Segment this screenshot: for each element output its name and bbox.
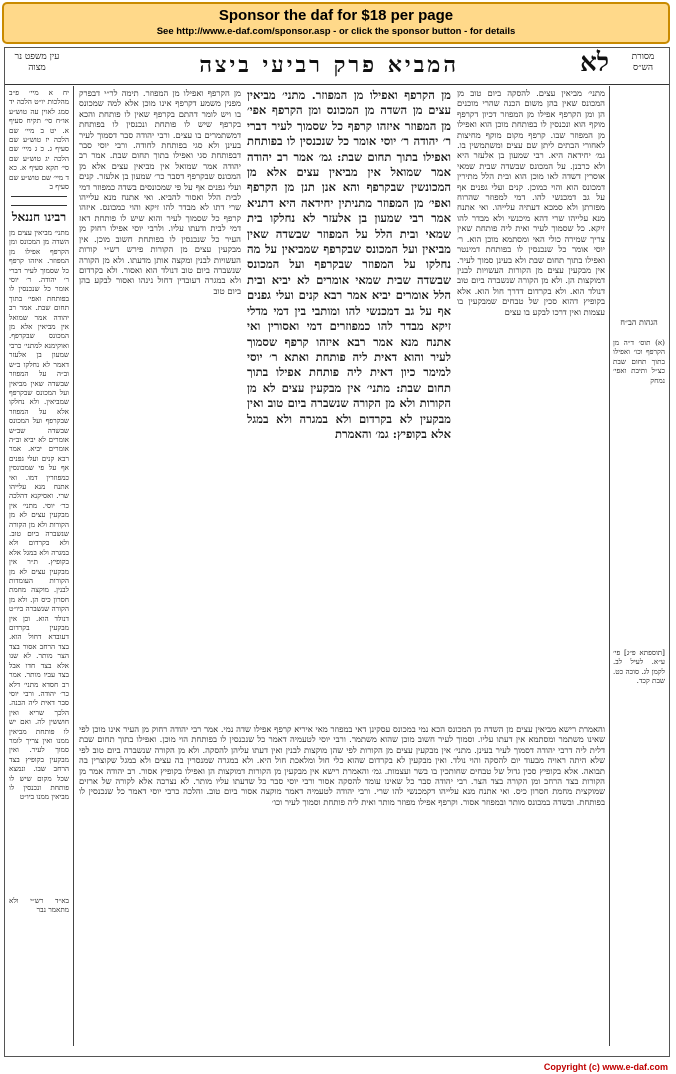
- gemara-text: מן הקרפף ואפילו מן המפוזר. מתני׳ מביאין עצים מן השדה מן המכונס ומן הקרפף אפי׳ מן המפוזר איזהו קרפף כל שסמוך לעיר דברי ר׳ יהודה ר׳ יוסי אומר כל שנכנסין לו בפותחת ואפילו בתוך תחום שבת: גמ׳ אמר רב יהודה אמר שמואל אין מביאין עצים אלא מן המכונשין שבקרפף והא אנן תנן מן הקרפף ואפי׳ מן המפוזר מתניתין יחידאה היא דתניא אמר רבי שמעון בן אלעזר לא נחלקו בית שמאי ובית הלל על המפוזר שבשדה שאין מביאין ועל המכונס שבקרפף שמביאין על מה נחלקו על המפוזר שבקרפף ועל המכונס שבשדה שבית שמאי אומרים לא יביא ובית הלל אומרים יביא אמר רבא קנים ועלי גפנים אף על גב דמכנשי להו ומותבי בין דמי מדלי זיקא מבדר להו כמפוזרים דמי ואסורין ואי אתנח מנא אמר רבא איזהו קרפף שסמוך לעיר והוא דאית ליה פותחת ואתא ר׳ יוסי למימר כיון דאית ליה פותחת אפילו בתוך תחום שבת: מתני׳ אין מבקעין עצים לא מן הקורות ולא מן הקורה שנשברה ביום טוב ואין מבקעין לא בקרדום ולא במגרה ולא במגל אלא בקופיץ: גמ׳ והאמרת: [247, 88, 451, 441]
- masoret-hashas-column: [תוספתא פ״ג] פי׳ ע״א. לעיל לב. לקמן לג. סוכה כט. שבת קכד.: [613, 648, 665, 686]
- copyright-notice[interactable]: Copyright (c) www.e-daf.com: [543, 1062, 668, 1072]
- column-rule: [73, 86, 74, 1046]
- bottom-note: בא״ד רש״י ולא מתאמר נבר: [9, 896, 69, 915]
- sponsor-banner[interactable]: [2, 2, 670, 44]
- masoret-hashas-label: מסורת הש״ס: [631, 52, 655, 73]
- daf-number: לא: [580, 48, 609, 78]
- commentary-bottom: והאמרת רישא מביאין עצים מן השדה מן המכונס הכא נמי במכונס עסקינן דאי במפוזר מאי איריא קרפף אפילו שדה נמי. אמר רבי יהודה רחוק מן העיר אינו מוכן לפי שאינו משתמר ומסתמא אין דעתו עליו. וסמוך לעיר חשוב מוכן שהוא משתמר. ורבי יוסי לטעמיה דאמר כל שנכנסין לו בפותחת הוי מוכן. ואפילו בתוך תחום שבת דלית ליה דרבי יהודה דסמוך לעיר בעינן. מתני׳ אין מבקעין עצים מן הקורות לפי שהן מוקצות לבנין ואין דעתו עליהן להסקה. ולא מן הקורה שנשברה ביום טוב לפי שלא היתה ראויה מבעוד יום להסקה והוי נולד. ואין מבקעין לא בקרדום שהוא כלי חול ומלאכת חול היא. ולא במגרה שמנסרין בה עצים ולא במגל שקוצרין בה תבואה. אלא בקופיץ סכין גדול של טבחים שחותכין בו בשר ועצמות. גמ׳ והאמרת רישא אין מבקעין מן הקורות דמוקצות הן ואפילו בקופיץ אסור. רב יהודה אמר מן הקורות בצד הרחב ומן הקורה בצד הצר. רבי יהודה סבר כל שאינו עומד להסקה אסור ורבי יוסי סבר כל שדעתו עליו מותר. לא נצרכה אלא לקורה של ארזים שמוקצית מחמת חסרון כיס. ואי אתנח מנא עלייהו דקמכנשי להו שרי. ורבי יהודה לטעמיה דאמר מוקצה אסור ביום טוב. והלכה כרבי יוסי דאמר כל שנכנסין לו בפותחת. ובשדה במכונס מותר ובמפוזר אסור. וקרפף אפילו מפוזר מותר ואית ליה פותחת וסמוך לעיר וכו׳: [79, 724, 605, 807]
- page-header: [5, 48, 669, 85]
- chapter-title: המביא פרק רביעי ביצה: [199, 52, 459, 78]
- ornament-divider: [11, 196, 67, 206]
- rabbeinu-chananel-column: מתני׳ מביאין עצים מן השדה מן המכונס ומן הקרפף אפילו מן המפוזר. איזהו קרפף כל שסמוך לעיר דברי ר׳ יהודה. ר׳ יוסי אומר כל שנכנסין לו בפותחת ואפי׳ בתוך תחום שבת. אמר רב יהודה אמר שמואל אין מביאין אלא מן המכונס שבקרפף. ואוקימנא למתני׳ כרבי שמעון בן אלעזר דאמר לא נחלקו ב״ש וב״ה על המפוזר שבשדה שאין מביאין ועל המכונס שבקרפף שמביאין. ולא נחלקו אלא על המפוזר שבקרפף ועל המכונס שבשדה שב״ש אומרים לא יביא וב״ה אומרים יביא. אמר רבא קנים ועלי גפנים אף על פי שמכונסין כמפוזרין דמו. ואי אתנח מנא עלייהו שרי. ואסיקנא דהלכה כר׳ יוסי. מתני׳ אין מבקעין עצים לא מן הקורות ולא מן הקורה שנשברה ביום טוב. ולא בקרדום ולא במגרה ולא במגל אלא בקופיץ. ת״ר אין מבקעין עצים לא מן הקורות העומדות לבנין. מוקצה מחמת חסרון כיס הן. ולא מן הקורה שנשברה ביו״ט דנולד הוא. וכן אין מבקעין בקרדום דעובדא דחול הוא. בצד הרחב אסור בצד הצר מותר. לא שנו אלא בצד חדו אבל בצד עביו מותר. אמר רב חסדא מתני׳ דלא כר׳ יהודה. ורבי יוסי סבר דאית ליה הכנה. הלכך שריא ואין חוששין לה. ואם יש לו פותחת מביאין ממנו ואין צריך לומר סמוך לעיר. ואין מבקעין בקופיץ בצד הרחב שבו. ונמצא שכל מקום שיש לו פותחת ונכנסין לו מביאין ממנו ביו״ט: [9, 228, 69, 802]
- ein-mishpat-label: עין משפט נר מצוה: [14, 52, 60, 73]
- sponsor-subtitle[interactable]: See http://www.e-daf.com/sponsor.asp - or click the sponsor button - for details: [156, 26, 516, 37]
- tosafot-column: מן הקרפף ואפילו מן המפוזר. תימה לר״י דבפרק מפנין משמע דקרפף אינו מוכן אלא למה שמכונס בו ויש לומר דהתם בקרפף שאין לו פותחת והכא בקרפף שיש לו פותחת ונכנסין לו בפותחת דמשתמרים בו עצים. ורבי יהודה סבר דסמוך לעיר בעינן ולא סגי בפותחת לחודה. ורבי יוסי סבר דבפותחת סגי ואפילו בתוך תחום שבת. אמר רב יהודה אמר שמואל אין מביאין עצים אלא מן המכונס שבקרפף דסבר כר׳ שמעון בן אלעזר. קנים ועלי גפנים אף על פי שמכונסים בשדה כמפוזר דמי לבית הלל ואסור להביא. ואי אתנח מנא עלייהו שרי דתו לא מבדר להו זיקא והוי כמכונס. איזהו קרפף כל שסמוך לעיר והוא שיש לו פותחת דאז דמי לבית ודעתו עליו. ולרבי יוסי אפילו רחוק מן העיר כל שנכנסין לו בפותחת חשוב מוכן. אין מבקעין עצים מן הקורות פירש רש״י קורות העשויות לבנין ומקצה אותן מדעתו. ולא מן הקורה שנשברה ביום טוב דנולד הוא ואסור. ולא בקרדום ולא במגרה דעובדין דחול נינהו ואסור לבקע בהן ביום טוב: [79, 88, 241, 296]
- ein-mishpat-column: יח א מיי׳ פ״ב מהלכות יו״ט הלכה יד סמג לאוין עה טוש״ע או״ח סי׳ תקיח סעיף א. יט ב מיי׳ שם הלכה יז טוש״ע שם סעיף ג. כ ג מיי׳ שם הלכה יג טוש״ע שם סי׳ תקא סעיף א. כא ד מיי׳ שם טוש״ע שם סעיף ב: [9, 88, 69, 192]
- talmud-page: [4, 47, 670, 1057]
- hagahot-habach-column: (א) תוס׳ ד״ה מן הקרפף וכו׳ ואפילו בתוך תחום שבת כצ״ל ותיבת ואפי׳ נמחק: [613, 338, 665, 385]
- hagahot-habach-label: הגהות הב״ח: [620, 318, 658, 327]
- column-rule: [609, 86, 610, 1046]
- sponsor-title[interactable]: Sponsor the daf for $18 per page: [218, 7, 454, 24]
- rashi-column: מתני׳ מביאין עצים. להסקה ביום טוב מן המכונס שאין בהן משום הכנה שהרי מוכנים הן ומן הקרפף אפילו מן המפוזר דכיון דקרפף מוקף הוא ונכנסין לו בפותחת מוכן הוא ואפילו מן המפוזר שבו. קרפף מקום מוקף מחיצות לאחורי הבתים ליתן שם עצים ומשתמשין בו. גמ׳ יחידאה היא. רבי שמעון בן אלעזר היא ולא כרבנן. על המכונס שבשדה שבית שמאי אוסרין דשדה לאו מוכן הוא ובית הלל מתירין דמכונס הוא והוי כמוכן. קנים ועלי גפנים אף על גב דמכנשי להו. דמי למפוזר שהרוח מפזרתן ולא סמכא דעתיה עלייהו. ואי אתנח מנא עלייהו שרי דהא מיכנשי ולא מבדר להו זיקא. כל שסמוך לעיר ואית ליה פותחת שאין צריך שמירה כולי האי ומסתמא מוכן הוא. ר׳ יוסי אומר כל שנכנסין לו בפותחת דמינטר ואפילו בתוך תחום שבת ולא בעינן סמוך לעיר. אין מבקעין עצים מן הקורות העשויות לבנין דמוקצות הן. ולא מן הקורה שנשברה ביום טוב דנולד הוא. ולא בקרדום דדרך חול הוא. אלא בקופיץ דהוא סכין של טבחים שמבקעין בו עצמות ואין דרכו לבקע בו עצים: [457, 88, 605, 317]
- rabbeinu-chananel-heading: רבינו חננאל: [11, 210, 67, 224]
